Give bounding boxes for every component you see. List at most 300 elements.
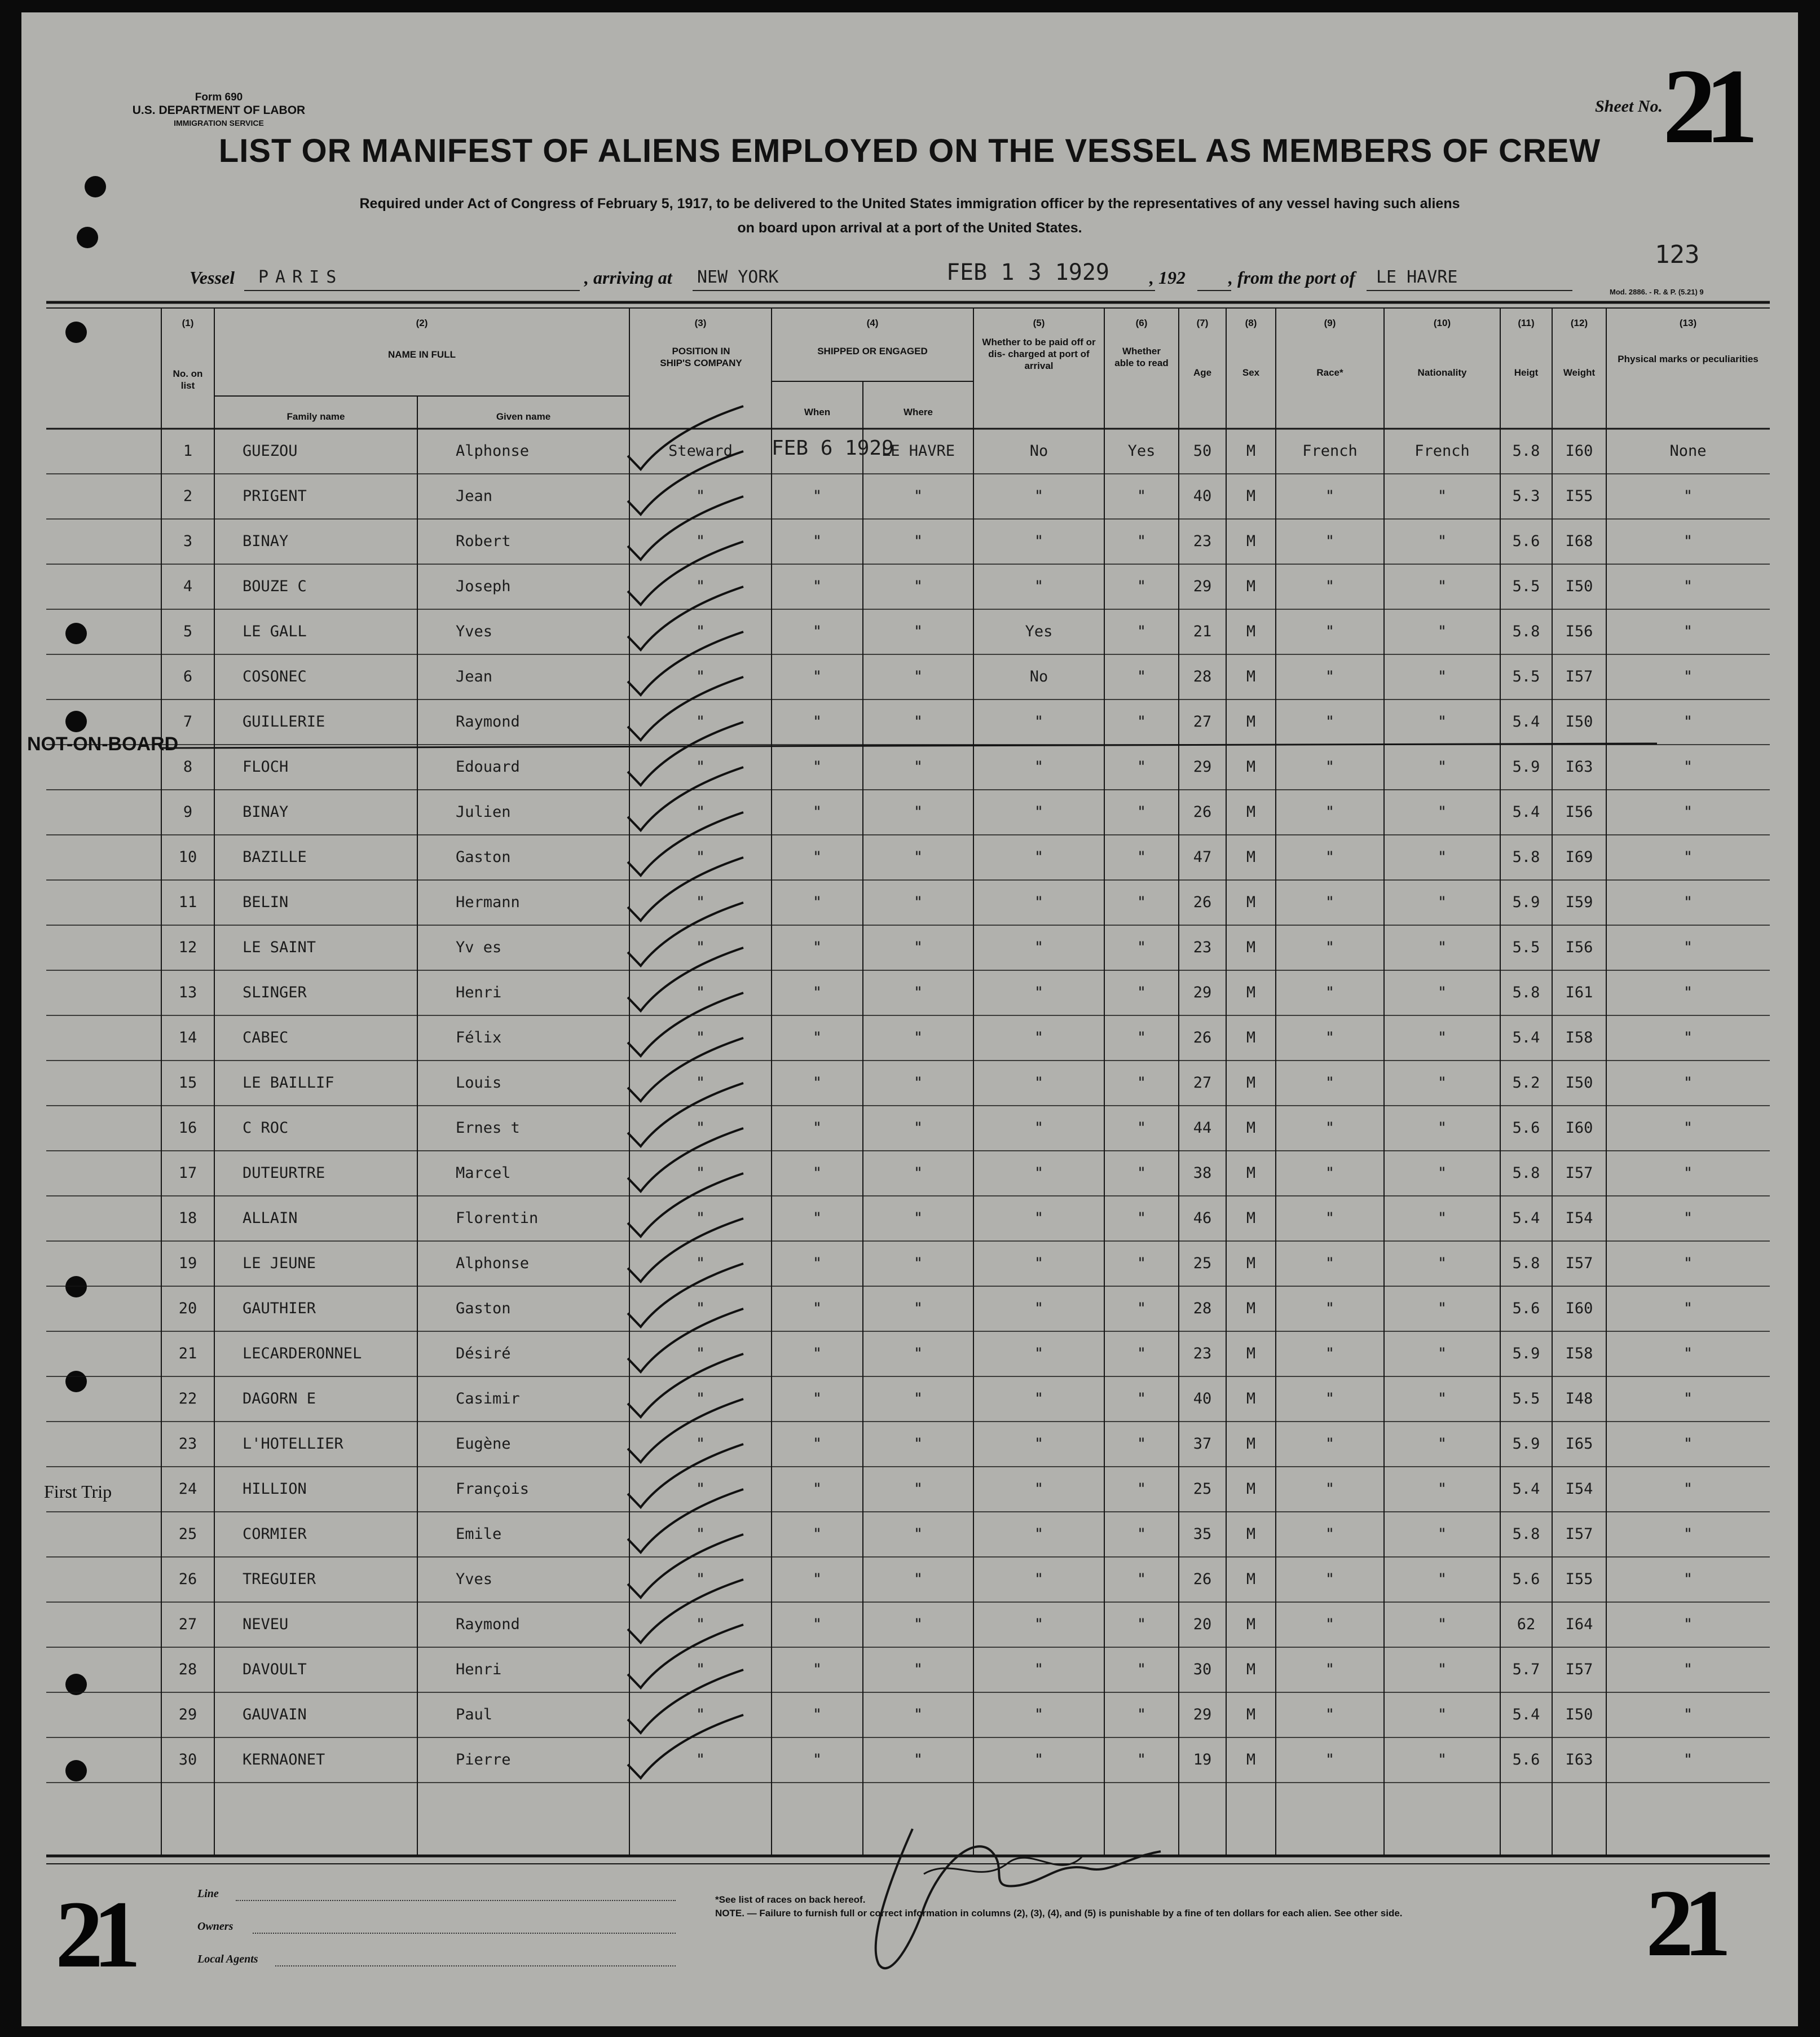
row-number-cell: 5 xyxy=(183,623,193,640)
family-name-cell: L'HOTELLIER xyxy=(243,1435,343,1453)
family-name-cell: DAGORN E xyxy=(243,1390,316,1407)
sex-cell: M xyxy=(1246,1706,1256,1723)
row-number-cell: 11 xyxy=(178,894,197,911)
shipped-where-cell: " xyxy=(913,1480,923,1498)
age-cell: 44 xyxy=(1193,1119,1212,1137)
col3-header: POSITION IN SHIP'S COMPANY xyxy=(660,346,742,368)
able-to-read-cell: " xyxy=(1136,894,1147,911)
race-cell: " xyxy=(1325,1255,1335,1272)
height-cell: 5.4 xyxy=(1512,713,1540,731)
position-cell: " xyxy=(695,1029,706,1046)
check-mark xyxy=(628,632,743,695)
position-cell: " xyxy=(695,1616,706,1633)
col12-header: Weight xyxy=(1563,367,1596,378)
shipped-when-cell: " xyxy=(812,1706,822,1723)
shipped-when-cell: " xyxy=(812,1751,822,1768)
family-name-cell: LE GALL xyxy=(243,623,307,640)
given-name-cell: Robert xyxy=(456,533,511,550)
weight-cell: I58 xyxy=(1565,1029,1593,1046)
nationality-cell: " xyxy=(1437,984,1447,1001)
weight-cell: I57 xyxy=(1565,668,1593,685)
row-number-cell: 28 xyxy=(178,1661,197,1678)
able-to-read-cell: " xyxy=(1136,487,1147,505)
nationality-cell: " xyxy=(1437,578,1447,595)
shipped-when-cell: " xyxy=(812,1164,822,1182)
sex-cell: M xyxy=(1246,1525,1256,1543)
given-name-cell: Jean xyxy=(456,668,493,685)
form-subtitle-1: Required under Act of Congress of February 5, 1917, to be delivered to the United States immigration officer by the representatives of any vessel having such aliens xyxy=(359,196,1460,212)
paid-off-cell: " xyxy=(1034,578,1044,595)
nationality-cell: " xyxy=(1437,1525,1447,1543)
nationality-cell: " xyxy=(1437,487,1447,505)
age-cell: 19 xyxy=(1193,1751,1212,1768)
check-mark xyxy=(628,1128,743,1191)
row-number-cell: 20 xyxy=(178,1300,197,1317)
age-cell: 30 xyxy=(1193,1661,1212,1678)
row-number-cell: 29 xyxy=(178,1706,197,1723)
physical-marks-cell: " xyxy=(1683,1570,1693,1588)
height-cell: 5.4 xyxy=(1512,1706,1540,1723)
shipped-when-cell: " xyxy=(812,803,822,821)
shipped-when-cell: " xyxy=(812,533,822,550)
row-number-cell: 27 xyxy=(178,1616,197,1633)
check-mark xyxy=(628,948,743,1011)
weight-cell: I55 xyxy=(1565,1570,1593,1588)
sex-cell: M xyxy=(1246,623,1256,640)
nationality-cell: " xyxy=(1437,1029,1447,1046)
position-cell: " xyxy=(695,1480,706,1498)
given-name-cell: Jean xyxy=(456,487,493,505)
shipped-when-cell: " xyxy=(812,894,822,911)
position-cell: " xyxy=(695,668,706,685)
shipped-when-cell: " xyxy=(812,984,822,1001)
sex-cell: M xyxy=(1246,1345,1256,1362)
able-to-read-cell: " xyxy=(1136,623,1147,640)
able-to-read-cell: " xyxy=(1136,1029,1147,1046)
row-number-cell: 21 xyxy=(178,1345,197,1362)
inspector-check-marks xyxy=(21,12,1798,2026)
shipped-where-cell: " xyxy=(913,803,923,821)
age-cell: 27 xyxy=(1193,713,1212,731)
nationality-cell: " xyxy=(1437,1345,1447,1362)
row-number-cell: 3 xyxy=(183,533,193,550)
paid-off-cell: " xyxy=(1034,1570,1044,1588)
able-to-read-cell: Yes xyxy=(1127,442,1156,460)
position-cell: " xyxy=(695,1300,706,1317)
age-cell: 23 xyxy=(1193,533,1212,550)
check-mark xyxy=(628,1580,743,1643)
check-mark xyxy=(628,1444,743,1507)
weight-cell: I64 xyxy=(1565,1616,1593,1633)
height-cell: 5.8 xyxy=(1512,623,1540,640)
form-subtitle-2: on board upon arrival at a port of the United States. xyxy=(737,220,1082,236)
row-number-cell: 10 xyxy=(178,848,197,866)
family-name-cell: C ROC xyxy=(243,1119,289,1137)
row-number-cell: 24 xyxy=(178,1480,197,1498)
sex-cell: M xyxy=(1246,1300,1256,1317)
physical-marks-cell: " xyxy=(1683,1300,1693,1317)
able-to-read-cell: " xyxy=(1136,758,1147,776)
height-cell: 5.8 xyxy=(1512,442,1540,460)
check-mark xyxy=(628,857,743,921)
weight-cell: I60 xyxy=(1565,442,1593,460)
row-number-cell: 30 xyxy=(178,1751,197,1768)
col9-header: Race* xyxy=(1316,367,1343,378)
year-label: , 192 xyxy=(1149,267,1186,288)
given-name-cell: Yves xyxy=(456,623,493,640)
paid-off-cell: " xyxy=(1034,1480,1044,1498)
shipped-where-cell: " xyxy=(913,1435,923,1453)
sheet-no-handwritten: 21 xyxy=(1663,47,1747,166)
race-cell: " xyxy=(1325,1525,1335,1543)
given-name-cell: Pierre xyxy=(456,1751,511,1768)
row-number-cell: 26 xyxy=(178,1570,197,1588)
physical-marks-cell: " xyxy=(1683,578,1693,595)
weight-cell: I65 xyxy=(1565,1435,1593,1453)
age-cell: 20 xyxy=(1193,1616,1212,1633)
check-mark xyxy=(628,1534,743,1598)
shipped-when-cell: " xyxy=(812,1616,822,1633)
races-footnote: *See list of races on back hereof. xyxy=(715,1894,866,1905)
sex-cell: M xyxy=(1246,1029,1256,1046)
age-cell: 28 xyxy=(1193,1300,1212,1317)
physical-marks-cell: " xyxy=(1683,533,1693,550)
age-cell: 25 xyxy=(1193,1255,1212,1272)
weight-cell: I63 xyxy=(1565,758,1593,776)
sex-cell: M xyxy=(1246,713,1256,731)
shipped-where-cell: " xyxy=(913,1525,923,1543)
service-name: IMMIGRATION SERVICE xyxy=(174,118,264,127)
age-cell: 26 xyxy=(1193,1029,1212,1046)
age-cell: 23 xyxy=(1193,939,1212,956)
height-cell: 5.4 xyxy=(1512,1209,1540,1227)
family-name-cell: FLOCH xyxy=(243,758,289,776)
shipped-where-cell: " xyxy=(913,1029,923,1046)
row-number-cell: 15 xyxy=(178,1074,197,1092)
check-mark xyxy=(628,812,743,875)
able-to-read-cell: " xyxy=(1136,1435,1147,1453)
family-name-cell: NEVEU xyxy=(243,1616,289,1633)
weight-cell: I57 xyxy=(1565,1661,1593,1678)
check-mark xyxy=(628,1083,743,1146)
physical-marks-cell: " xyxy=(1683,487,1693,505)
nationality-cell: " xyxy=(1437,668,1447,685)
paid-off-cell: " xyxy=(1034,939,1044,956)
given-name-cell: Henri xyxy=(456,1661,502,1678)
sheet-no-label: Sheet No. xyxy=(1595,97,1663,116)
paid-off-cell: " xyxy=(1034,1751,1044,1768)
shipped-when-cell: " xyxy=(812,1300,822,1317)
able-to-read-cell: " xyxy=(1136,1525,1147,1543)
shipped-where-cell: " xyxy=(913,848,923,866)
check-mark xyxy=(628,722,743,785)
paid-off-cell: " xyxy=(1034,1345,1044,1362)
able-to-read-cell: " xyxy=(1136,1751,1147,1768)
shipped-where-cell: " xyxy=(913,623,923,640)
col5-number: (5) xyxy=(1033,318,1045,328)
row-number-cell: 14 xyxy=(178,1029,197,1046)
weight-cell: I56 xyxy=(1565,939,1593,956)
shipped-when-cell: " xyxy=(812,668,822,685)
family-name-cell: BAZILLE xyxy=(243,848,307,866)
row-number-cell: 9 xyxy=(183,803,193,821)
weight-cell: I60 xyxy=(1565,1300,1593,1317)
position-cell: " xyxy=(695,984,706,1001)
nationality-cell: " xyxy=(1437,1300,1447,1317)
height-cell: 5.6 xyxy=(1512,1570,1540,1588)
position-cell: " xyxy=(695,1164,706,1182)
row-number-cell: 8 xyxy=(183,758,193,776)
able-to-read-cell: " xyxy=(1136,1119,1147,1137)
check-mark xyxy=(628,496,743,560)
col10-header: Nationality xyxy=(1417,367,1467,378)
physical-marks-cell: " xyxy=(1683,1390,1693,1407)
check-mark xyxy=(628,542,743,605)
paid-off-cell: " xyxy=(1034,894,1044,911)
physical-marks-cell: " xyxy=(1683,984,1693,1001)
col2-header: NAME IN FULL xyxy=(388,349,456,360)
family-name-cell: BELIN xyxy=(243,894,289,911)
race-cell: " xyxy=(1325,894,1335,911)
check-mark xyxy=(628,587,743,650)
position-cell: " xyxy=(695,1255,706,1272)
nationality-cell: " xyxy=(1437,1209,1447,1227)
check-mark xyxy=(628,1309,743,1372)
col2b-header: Given name xyxy=(496,411,551,422)
physical-marks-cell: " xyxy=(1683,1435,1693,1453)
physical-marks-cell: " xyxy=(1683,939,1693,956)
height-cell: 5.4 xyxy=(1512,803,1540,821)
position-cell: " xyxy=(695,1525,706,1543)
weight-cell: I59 xyxy=(1565,894,1593,911)
position-cell: " xyxy=(695,1209,706,1227)
shipped-when-cell: FEB 6 1929 xyxy=(772,437,894,460)
sheet-no-bottom-right: 21 xyxy=(1646,1870,1721,1976)
family-name-cell: LE SAINT xyxy=(243,939,316,956)
physical-marks-cell: " xyxy=(1683,1525,1693,1543)
row-number-cell: 19 xyxy=(178,1255,197,1272)
able-to-read-cell: " xyxy=(1136,939,1147,956)
form-title: LIST OR MANIFEST OF ALIENS EMPLOYED ON THE VESSEL AS MEMBERS OF CREW xyxy=(218,133,1601,169)
given-name-cell: Alphonse xyxy=(456,442,530,460)
paid-off-cell: " xyxy=(1034,803,1044,821)
weight-cell: I57 xyxy=(1565,1525,1593,1543)
shipped-when-cell: " xyxy=(812,623,822,640)
shipped-when-cell: " xyxy=(812,1255,822,1272)
physical-marks-cell: " xyxy=(1683,713,1693,731)
nationality-cell: " xyxy=(1437,1570,1447,1588)
age-cell: 28 xyxy=(1193,668,1212,685)
sex-cell: M xyxy=(1246,1661,1256,1678)
position-cell: " xyxy=(695,939,706,956)
paid-off-cell: " xyxy=(1034,1661,1044,1678)
weight-cell: I54 xyxy=(1565,1209,1593,1227)
position-cell: Steward xyxy=(668,442,733,460)
check-mark xyxy=(628,677,743,740)
shipped-when-cell: " xyxy=(812,1661,822,1678)
age-cell: 29 xyxy=(1193,578,1212,595)
given-name-cell: Raymond xyxy=(456,1616,520,1633)
col10-number: (10) xyxy=(1433,318,1451,328)
sex-cell: M xyxy=(1246,533,1256,550)
sex-cell: M xyxy=(1246,1255,1256,1272)
race-cell: " xyxy=(1325,1751,1335,1768)
given-name-cell: Eugène xyxy=(456,1435,511,1453)
race-cell: " xyxy=(1325,1119,1335,1137)
col5-header: Whether to be paid off or dis- charged at port of arrival xyxy=(982,337,1096,371)
age-cell: 26 xyxy=(1193,803,1212,821)
physical-marks-cell: " xyxy=(1683,1029,1693,1046)
age-cell: 40 xyxy=(1193,487,1212,505)
col3-number: (3) xyxy=(694,318,707,328)
arriving-port: NEW YORK xyxy=(697,267,779,287)
check-mark xyxy=(628,1218,743,1282)
col13-number: (13) xyxy=(1679,318,1697,328)
nationality-cell: French xyxy=(1414,442,1470,460)
weight-cell: I50 xyxy=(1565,1706,1593,1723)
given-name-cell: Ernes t xyxy=(456,1119,520,1137)
line-label: Line xyxy=(197,1888,219,1900)
race-cell: " xyxy=(1325,1706,1335,1723)
shipped-where-cell: " xyxy=(913,939,923,956)
family-name-cell: PRIGENT xyxy=(243,487,307,505)
age-cell: 38 xyxy=(1193,1164,1212,1182)
race-cell: " xyxy=(1325,1480,1335,1498)
weight-cell: I68 xyxy=(1565,533,1593,550)
paid-off-cell: " xyxy=(1034,1164,1044,1182)
nationality-cell: " xyxy=(1437,623,1447,640)
paid-off-cell: " xyxy=(1034,1209,1044,1227)
age-cell: 50 xyxy=(1193,442,1212,460)
height-cell: 5.8 xyxy=(1512,984,1540,1001)
sex-cell: M xyxy=(1246,442,1256,460)
physical-marks-cell: " xyxy=(1683,803,1693,821)
height-cell: 62 xyxy=(1517,1616,1536,1633)
nationality-cell: " xyxy=(1437,1074,1447,1092)
check-mark xyxy=(628,993,743,1056)
paid-off-cell: " xyxy=(1034,848,1044,866)
physical-marks-cell: " xyxy=(1683,1345,1693,1362)
sheet-no-bottom-left: 21 xyxy=(55,1881,131,1987)
race-cell: " xyxy=(1325,1300,1335,1317)
race-cell: " xyxy=(1325,668,1335,685)
given-name-cell: Désiré xyxy=(456,1345,511,1362)
paid-off-cell: " xyxy=(1034,984,1044,1001)
col4b-header: Where xyxy=(904,407,933,417)
given-name-cell: Casimir xyxy=(456,1390,520,1407)
shipped-where-cell: " xyxy=(913,1570,923,1588)
height-cell: 5.5 xyxy=(1512,939,1540,956)
given-name-cell: Louis xyxy=(456,1074,502,1092)
able-to-read-cell: " xyxy=(1136,984,1147,1001)
physical-marks-cell: " xyxy=(1683,623,1693,640)
race-cell: " xyxy=(1325,1074,1335,1092)
sex-cell: M xyxy=(1246,1390,1256,1407)
weight-cell: I50 xyxy=(1565,578,1593,595)
shipped-when-cell: " xyxy=(812,1480,822,1498)
mod-note: Mod. 2886. - R. & P. (5.21) 9 xyxy=(1610,288,1704,296)
weight-cell: I69 xyxy=(1565,848,1593,866)
given-name-cell: Raymond xyxy=(456,713,520,731)
nationality-cell: " xyxy=(1437,1616,1447,1633)
age-cell: 25 xyxy=(1193,1480,1212,1498)
age-cell: 29 xyxy=(1193,1706,1212,1723)
shipped-where-cell: " xyxy=(913,1119,923,1137)
position-cell: " xyxy=(695,1706,706,1723)
given-name-cell: Julien xyxy=(456,803,511,821)
paid-off-cell: " xyxy=(1034,1435,1044,1453)
sex-cell: M xyxy=(1246,1074,1256,1092)
physical-marks-cell: " xyxy=(1683,758,1693,776)
col12-number: (12) xyxy=(1570,318,1588,328)
nationality-cell: " xyxy=(1437,713,1447,731)
paid-off-cell: " xyxy=(1034,1390,1044,1407)
shipped-where-cell: " xyxy=(913,1345,923,1362)
able-to-read-cell: " xyxy=(1136,668,1147,685)
check-mark xyxy=(628,903,743,966)
owners-underline xyxy=(253,1933,676,1934)
physical-marks-cell: " xyxy=(1683,1119,1693,1137)
shipped-where-cell: " xyxy=(913,487,923,505)
col8-header: Sex xyxy=(1242,367,1260,378)
col13-header: Physical marks or peculiarities xyxy=(1618,354,1759,364)
given-name-cell: Paul xyxy=(456,1706,493,1723)
race-cell: " xyxy=(1325,1029,1335,1046)
shipped-when-cell: " xyxy=(812,1525,822,1543)
department-name: U.S. DEPARTMENT OF LABOR xyxy=(132,104,306,117)
sex-cell: M xyxy=(1246,578,1256,595)
sex-cell: M xyxy=(1246,1480,1256,1498)
family-name-cell: GAUTHIER xyxy=(243,1300,316,1317)
nationality-cell: " xyxy=(1437,1255,1447,1272)
row-number-cell: 17 xyxy=(178,1164,197,1182)
row-number-cell: 22 xyxy=(178,1390,197,1407)
shipped-where-cell: " xyxy=(913,1661,923,1678)
col4a-header: When xyxy=(804,407,831,417)
race-cell: " xyxy=(1325,1435,1335,1453)
first-trip-note: First Trip xyxy=(44,1481,112,1502)
given-name-cell: Alphonse xyxy=(456,1255,530,1272)
position-cell: " xyxy=(695,487,706,505)
shipped-when-cell: " xyxy=(812,487,822,505)
check-mark xyxy=(628,1399,743,1462)
col1-number: (1) xyxy=(182,318,194,328)
given-name-cell: Gaston xyxy=(456,1300,511,1317)
sex-cell: M xyxy=(1246,1435,1256,1453)
able-to-read-cell: " xyxy=(1136,1570,1147,1588)
physical-marks-cell: None xyxy=(1669,442,1707,460)
height-cell: 5.9 xyxy=(1512,894,1540,911)
weight-cell: I61 xyxy=(1565,984,1593,1001)
given-name-cell: Félix xyxy=(456,1029,502,1046)
family-name-cell: DUTEURTRE xyxy=(243,1164,325,1182)
shipped-where-cell: " xyxy=(913,1074,923,1092)
height-cell: 5.6 xyxy=(1512,533,1540,550)
family-name-cell: BINAY xyxy=(243,533,289,550)
col11-number: (11) xyxy=(1518,318,1535,328)
race-cell: French xyxy=(1302,442,1358,460)
nationality-cell: " xyxy=(1437,758,1447,776)
check-mark xyxy=(628,1354,743,1417)
from-port-label: , from the port of xyxy=(1228,267,1355,288)
family-name-cell: LECARDERONNEL xyxy=(243,1345,362,1362)
family-name-cell: GUEZOU xyxy=(243,442,298,460)
shipped-when-cell: " xyxy=(812,1345,822,1362)
race-cell: " xyxy=(1325,848,1335,866)
race-cell: " xyxy=(1325,623,1335,640)
col7-header: Age xyxy=(1193,367,1212,378)
weight-cell: I56 xyxy=(1565,623,1593,640)
